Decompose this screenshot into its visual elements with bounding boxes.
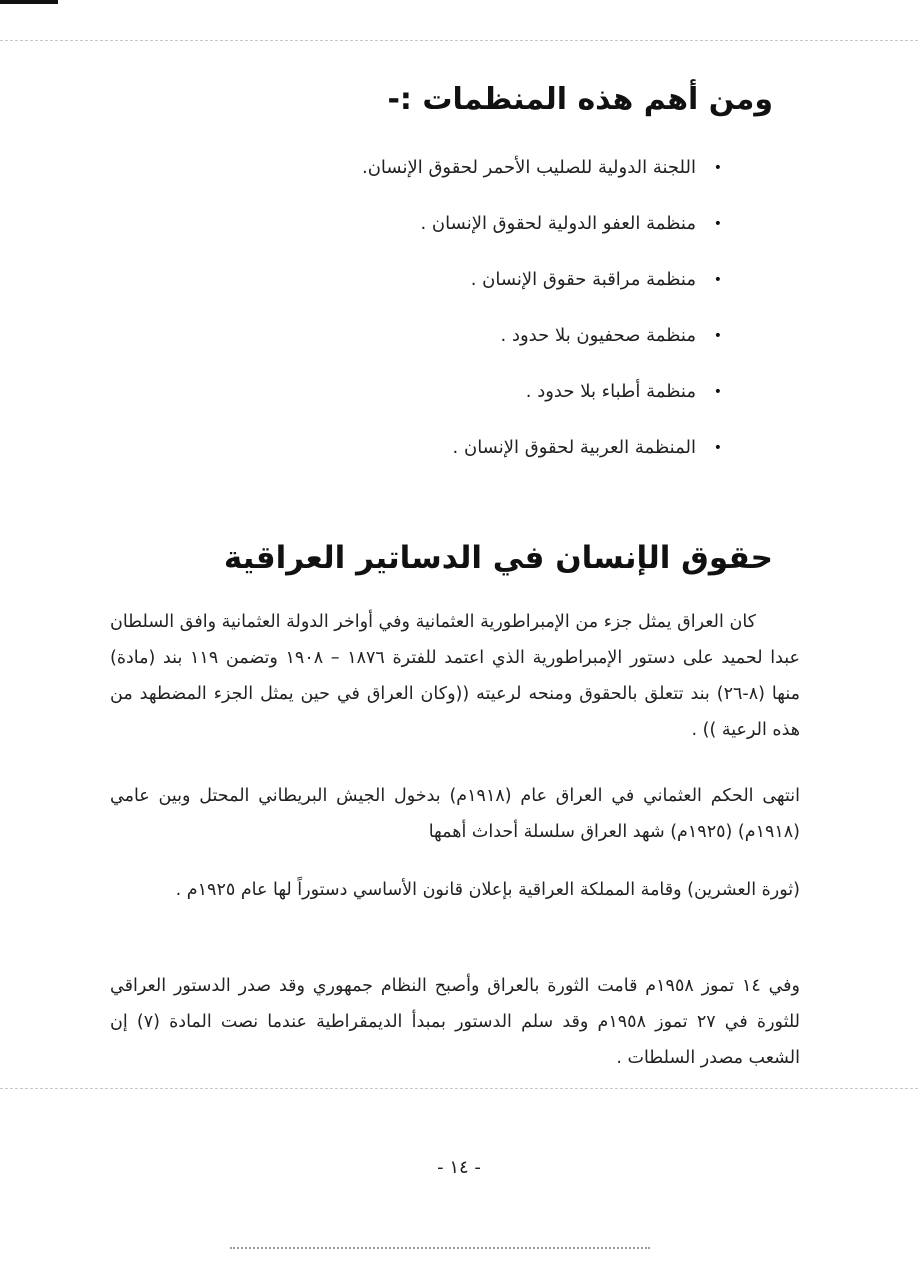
list-item-text: منظمة مراقبة حقوق الإنسان . (470, 269, 696, 290)
paragraph-end-of-ottoman-rule: انتهى الحكم العثماني في العراق عام (١٩١٨م) بدخول الجيش البريطاني المحتل وبين عامي (١٩١٨م) (١٩٢٥م) شهد العراق سلسلة أحداث أهمها (110, 786, 800, 842)
bullet-icon: • (713, 272, 722, 288)
bullet-icon: • (713, 384, 722, 400)
list-item-text: منظمة صحفيون بلا حدود . (500, 325, 696, 346)
paragraph-ottoman-constitution: كان العراق يمثل جزء من الإمبراطورية العثمانية وفي أواخر الدولة العثمانية وافق السلطان عبدا لحميد على دستور الإمبراطورية الذي اعتمد للفترة ١٨٧٦ – ١٩٠٨ وتضمن ١١٩ بند (مادة) منها (٨-٢٦) بند تتعلق بالحقوق ومنحه لرعيته ((وكان العراق في حين يمثل الجزء المضطهد من هذه الرعية )) . (110, 612, 800, 740)
list-item-text: منظمة العفو الدولية لحقوق الإنسان . (420, 213, 696, 234)
bullet-icon: • (713, 328, 722, 344)
list-item (362, 206, 722, 262)
list-item-text: منظمة أطباء بلا حدود . (525, 381, 696, 402)
organizations-heading: ومن أهم هذه المنظمات :- (387, 82, 773, 117)
list-item (362, 150, 722, 206)
bullet-icon: • (713, 216, 722, 232)
section-heading: حقوق الإنسان في الدساتير العراقية (223, 540, 773, 576)
top-scan-line (0, 40, 918, 41)
paragraph-1958-revolution: وفي ١٤ تموز ١٩٥٨م قامت الثورة بالعراق وأصبح النظام جمهوري وقد صدر الدستور العراقي للثورة في ٢٧ تموز ١٩٥٨م وقد سلم الدستور بمبدأ الديمقراطية عندما نصت المادة (٧) إن الشعب مصدر السلطات . (110, 976, 801, 1068)
list-item-text: اللجنة الدولية للصليب الأحمر لحقوق الإنسان. (361, 157, 696, 178)
page-number: - ١٤ - (437, 1157, 481, 1178)
bullet-icon: • (713, 440, 722, 456)
list-item-text: المنظمة العربية لحقوق الإنسان . (452, 437, 696, 458)
scan-edge-mark (0, 0, 58, 4)
bullet-icon: • (713, 160, 722, 176)
list-item (362, 262, 722, 318)
list-item (362, 430, 722, 486)
paragraph-1925-constitution: (ثورة العشرين) وقامة المملكة العراقية بإعلان قانون الأساسي دستوراً لها عام ١٩٢٥م . (175, 880, 800, 900)
bottom-scan-line (230, 1247, 650, 1249)
page-divider-line (0, 1088, 918, 1089)
organizations-list (362, 150, 722, 486)
list-item (362, 374, 722, 430)
list-item (362, 318, 722, 374)
